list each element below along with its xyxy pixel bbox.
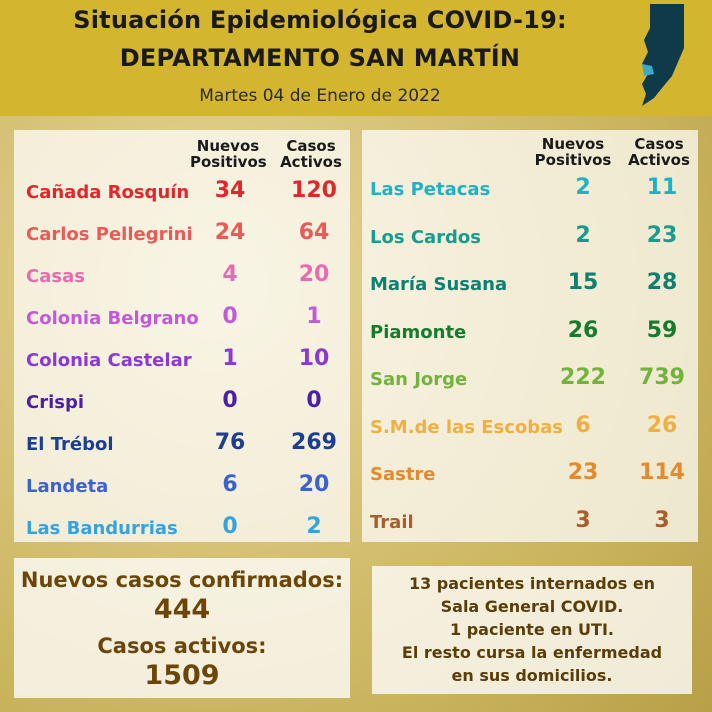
left-table-panel <box>14 130 350 542</box>
col-header-new-left <box>190 138 266 170</box>
col-header-text: Activos <box>280 153 342 171</box>
table-row <box>14 514 350 548</box>
col-header-text: Casos <box>634 135 684 153</box>
active-label: Casos activos: <box>97 634 267 658</box>
col-header-text: Casos <box>286 137 336 155</box>
col-header-text: Positivos <box>534 151 612 169</box>
town-name: Colonia Belgrano <box>26 308 199 329</box>
col-header-active-left <box>276 138 346 170</box>
town-name: Sastre <box>370 464 436 485</box>
town-name: Carlos Pellegrini <box>26 224 193 245</box>
new-positive-value: 0 <box>222 514 238 539</box>
hospital-note-box <box>372 566 692 694</box>
new-positive-value: 24 <box>214 220 246 245</box>
active-cases-value: 20 <box>298 262 330 287</box>
table-row <box>14 178 350 212</box>
active-cases-value: 739 <box>639 365 685 390</box>
new-positive-value: 0 <box>222 388 238 413</box>
table-row <box>14 220 350 254</box>
new-positive-value: 26 <box>567 317 599 343</box>
town-name: Las Bandurrias <box>26 518 178 539</box>
note-line-2: Sala General COVID. <box>440 597 624 616</box>
new-positive-value: 0 <box>222 304 238 329</box>
town-name: San Jorge <box>370 369 468 390</box>
town-name: Trail <box>370 511 414 533</box>
new-positive-value: 1 <box>222 346 238 371</box>
table-row <box>14 388 350 422</box>
note-line-1: 13 pacientes internados en <box>408 574 656 593</box>
col-header-text: Nuevos <box>196 137 260 155</box>
date-label: Martes 04 de Enero de 2022 <box>199 86 441 106</box>
active-cases-value: 20 <box>298 472 330 497</box>
active-cases-value: 59 <box>646 317 678 343</box>
table-row <box>362 318 698 352</box>
new-positive-value: 3 <box>575 507 591 533</box>
new-positive-value: 2 <box>575 222 591 248</box>
table-row <box>362 508 698 542</box>
town-name: El Trébol <box>26 434 114 455</box>
note-line-3: 1 paciente en UTI. <box>450 620 614 639</box>
town-name: Piamonte <box>370 321 467 343</box>
new-positive-value: 23 <box>567 460 599 485</box>
title-line-2: DEPARTAMENTO SAN MARTÍN <box>119 44 521 72</box>
table-row <box>14 430 350 464</box>
active-cases-value: 269 <box>291 430 337 455</box>
town-name: Los Cardos <box>370 226 482 248</box>
active-cases-value: 11 <box>646 175 678 200</box>
active-cases-value: 64 <box>298 220 330 245</box>
town-name: Cañada Rosquín <box>26 182 190 203</box>
table-row <box>362 365 698 399</box>
header-banner <box>0 0 712 116</box>
active-cases-value: 23 <box>646 222 678 248</box>
note-line-5: en sus domicilios. <box>451 666 613 685</box>
new-positive-value: 15 <box>567 270 599 295</box>
col-header-text: Positivos <box>190 153 267 171</box>
active-cases-value: 0 <box>306 388 322 413</box>
col-header-new-right <box>532 136 614 168</box>
active-cases-value: 120 <box>291 178 337 203</box>
table-row <box>14 472 350 506</box>
table-row <box>14 262 350 296</box>
active-cases-value: 28 <box>646 270 678 295</box>
new-positive-value: 76 <box>214 430 246 455</box>
new-positive-value: 2 <box>575 175 591 200</box>
table-row <box>362 175 698 209</box>
note-line-4: El resto cursa la enfermedad <box>401 643 663 662</box>
town-name: S.M.de las Escobas <box>370 416 563 438</box>
new-positive-value: 222 <box>560 365 606 390</box>
table-row <box>14 346 350 380</box>
active-cases-value: 10 <box>298 346 330 371</box>
col-header-active-right <box>624 136 694 168</box>
town-name: Las Petacas <box>370 179 491 200</box>
province-map-icon <box>632 2 692 112</box>
title-line-1: Situación Epidemiológica COVID-19: <box>73 6 567 34</box>
table-row <box>14 304 350 338</box>
town-name: Colonia Castelar <box>26 350 192 371</box>
table-row <box>362 460 698 494</box>
summary-box <box>14 558 350 698</box>
confirmed-label: Nuevos casos confirmados: <box>20 568 344 592</box>
town-name: Landeta <box>26 476 109 497</box>
table-row <box>362 270 698 304</box>
active-cases-value: 1 <box>306 304 322 329</box>
table-row <box>362 413 698 447</box>
confirmed-value: 444 <box>153 594 211 625</box>
town-name: Casas <box>26 266 85 287</box>
active-cases-value: 3 <box>654 507 670 533</box>
new-positive-value: 6 <box>222 472 238 497</box>
active-cases-value: 26 <box>646 412 678 438</box>
active-value: 1509 <box>144 660 220 691</box>
new-positive-value: 34 <box>214 178 246 203</box>
town-name: Crispi <box>26 392 85 413</box>
active-cases-value: 2 <box>306 514 322 539</box>
new-positive-value: 4 <box>222 262 238 287</box>
town-name: María Susana <box>370 274 508 295</box>
right-table-panel <box>362 130 698 542</box>
active-cases-value: 114 <box>639 460 685 485</box>
col-header-text: Activos <box>628 151 690 169</box>
new-positive-value: 6 <box>575 412 591 438</box>
col-header-text: Nuevos <box>541 135 605 153</box>
table-row <box>362 223 698 257</box>
